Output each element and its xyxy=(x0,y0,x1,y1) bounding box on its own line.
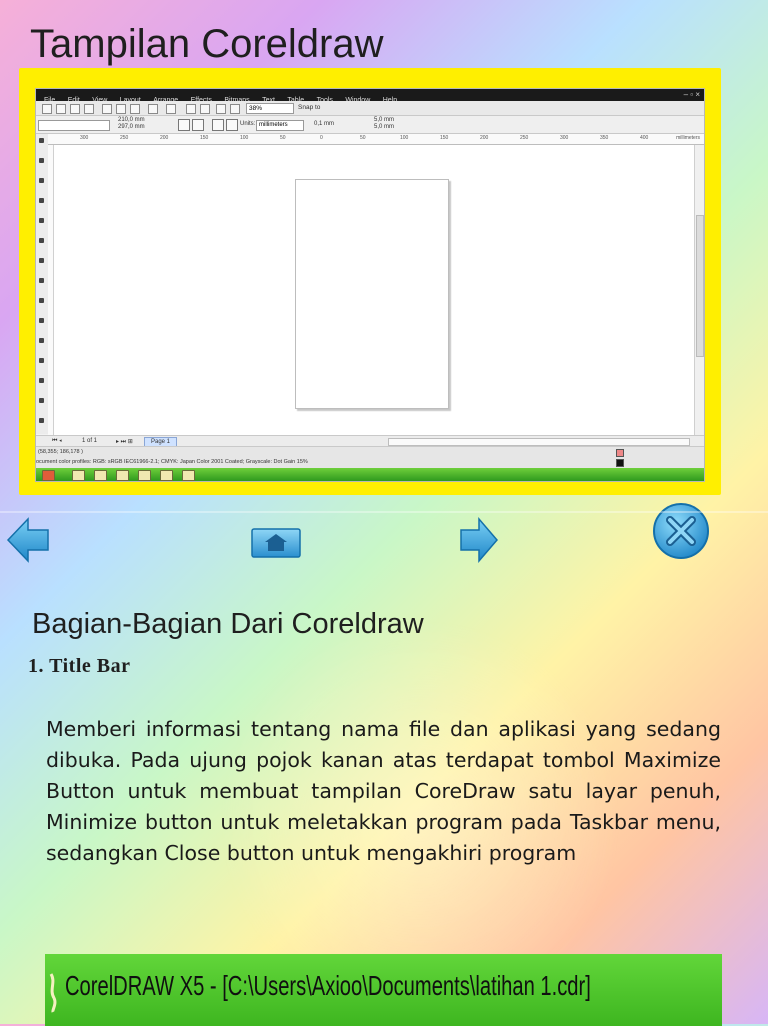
ruler-tick: 300 xyxy=(80,135,89,141)
launcher-icon[interactable] xyxy=(216,104,226,114)
export-icon[interactable] xyxy=(200,104,210,114)
horizontal-scrollbar[interactable] xyxy=(388,438,690,446)
title-bar-text: CorelDRAW X5 - [C:\Users\Axioo\Documents\latihan 1.cdr] xyxy=(65,970,591,1001)
portrait-icon[interactable] xyxy=(178,119,190,131)
text-tool-icon[interactable] xyxy=(39,338,44,343)
new-icon[interactable] xyxy=(42,104,52,114)
menu-bar xyxy=(36,89,704,101)
slide-title: Tampilan Coreldraw xyxy=(30,22,384,66)
coreldraw-window xyxy=(35,88,705,482)
taskbar-app-icon[interactable] xyxy=(94,470,107,481)
page-counter: 1 of 1 xyxy=(82,438,98,444)
scrollbar-thumb[interactable] xyxy=(696,215,704,357)
horizontal-ruler[interactable] xyxy=(48,134,704,145)
shape-tool-icon[interactable] xyxy=(39,158,44,163)
current-page-icon[interactable] xyxy=(226,119,238,131)
pick-tool-icon[interactable] xyxy=(39,138,44,143)
subsection-heading: 1. Title Bar xyxy=(28,655,131,677)
zoom-level-select[interactable]: 38% xyxy=(246,103,294,114)
outline-indicator-icon[interactable] xyxy=(616,459,624,467)
next-page-icon[interactable]: ▸ ⏭ ⊞ xyxy=(116,439,133,445)
undo-icon[interactable] xyxy=(148,104,158,114)
crop-tool-icon[interactable] xyxy=(39,178,44,183)
parallel-dimension-tool-icon[interactable] xyxy=(39,358,44,363)
title-bar-screenshot xyxy=(45,954,722,1026)
all-pages-icon[interactable] xyxy=(212,119,224,131)
ellipse-tool-icon[interactable] xyxy=(39,278,44,283)
taskbar-app-icon[interactable] xyxy=(116,470,129,481)
slide-bagian-bagian xyxy=(0,512,768,1024)
duplicate-x-field[interactable]: 5,0 mm xyxy=(374,117,395,123)
freehand-tool-icon[interactable] xyxy=(39,218,44,223)
taskbar-app-icon[interactable] xyxy=(160,470,173,481)
rectangle-tool-icon[interactable] xyxy=(39,258,44,263)
save-icon[interactable] xyxy=(70,104,80,114)
ruler-tick: 100 xyxy=(400,135,409,141)
ruler-tick: 50 xyxy=(360,135,366,141)
units-label: Units: xyxy=(240,121,256,127)
polygon-tool-icon[interactable] xyxy=(39,298,44,303)
nudge-distance-field[interactable]: 0,1 mm xyxy=(314,121,335,127)
property-bar xyxy=(36,116,704,134)
page-width-field[interactable]: 210,0 mm xyxy=(118,117,145,123)
ruler-tick: 100 xyxy=(240,135,249,141)
ruler-tick: 250 xyxy=(120,135,129,141)
ruler-tick: 250 xyxy=(520,135,529,141)
section-title: Bagian-Bagian Dari Coreldraw xyxy=(32,608,424,640)
status-bar xyxy=(36,446,704,469)
ruler-tick: 200 xyxy=(160,135,169,141)
cut-icon[interactable] xyxy=(102,104,112,114)
basic-shapes-tool-icon[interactable] xyxy=(39,318,44,323)
blend-tool-icon[interactable] xyxy=(39,398,44,403)
ruler-tick: 150 xyxy=(200,135,209,141)
open-icon[interactable] xyxy=(56,104,66,114)
windows-taskbar xyxy=(36,468,704,481)
fill-indicator-icon[interactable] xyxy=(616,449,624,457)
taskbar-app-icon[interactable] xyxy=(182,470,195,481)
window-controls-icon[interactable]: – ▫ × xyxy=(683,90,700,99)
print-icon[interactable] xyxy=(84,104,94,114)
drawing-canvas[interactable] xyxy=(54,145,694,435)
paste-icon[interactable] xyxy=(130,104,140,114)
units-select[interactable]: millimeters xyxy=(256,120,304,131)
ruler-tick: 300 xyxy=(560,135,569,141)
page-tab[interactable]: Page 1 xyxy=(144,437,177,447)
cursor-coordinates: (58,355; 186,178 ) xyxy=(38,449,83,455)
welcome-icon[interactable] xyxy=(230,104,240,114)
snap-to-dropdown[interactable]: Snap to xyxy=(298,104,321,111)
vertical-scrollbar[interactable] xyxy=(694,145,704,435)
page-height-field[interactable]: 297,0 mm xyxy=(118,124,145,130)
standard-toolbar xyxy=(36,101,704,116)
smart-fill-tool-icon[interactable] xyxy=(39,238,44,243)
ruler-tick: 0 xyxy=(320,135,323,141)
zoom-tool-icon[interactable] xyxy=(39,198,44,203)
taskbar-app-icon[interactable] xyxy=(138,470,151,481)
ruler-tick: 150 xyxy=(440,135,449,141)
ruler-tick: 350 xyxy=(600,135,609,141)
start-button-icon[interactable] xyxy=(42,470,55,481)
landscape-icon[interactable] xyxy=(192,119,204,131)
color-profile-text[interactable]: ocument color profiles: RGB: sRGB IEC61966-2.1; CMYK: Japan Color 2001 Coated; Grayscale: Dot Gain 15% xyxy=(36,459,308,465)
paper-type-select[interactable] xyxy=(38,120,110,131)
taskbar-app-icon[interactable] xyxy=(72,470,85,481)
import-icon[interactable] xyxy=(186,104,196,114)
first-page-icon[interactable]: ⏮ ◂ xyxy=(52,438,62,444)
connector-tool-icon[interactable] xyxy=(39,378,44,383)
ruler-unit-label: millimeters xyxy=(676,135,700,141)
screenshot-frame xyxy=(19,68,721,495)
ruler-tick: 50 xyxy=(280,135,286,141)
description-paragraph: Memberi informasi tentang nama file dan aplikasi yang sedang dibuka. Pada ujung pojok kanan atas terdapat tombol Maximize Button untuk membuat tampilan CoreDraw satu layar penuh, Minimize button untuk meletakkan program pada Taskbar menu, sedangkan Close button untuk mengakhiri program xyxy=(46,717,721,865)
ruler-tick: 400 xyxy=(640,135,649,141)
eyedropper-tool-icon[interactable] xyxy=(39,418,44,423)
slide-tampilan xyxy=(0,0,768,512)
copy-icon[interactable] xyxy=(116,104,126,114)
coreldraw-logo-icon xyxy=(48,972,58,1014)
document-page[interactable] xyxy=(295,179,449,409)
ruler-tick: 200 xyxy=(480,135,489,141)
duplicate-y-field[interactable]: 5,0 mm xyxy=(374,124,395,130)
redo-icon[interactable] xyxy=(166,104,176,114)
